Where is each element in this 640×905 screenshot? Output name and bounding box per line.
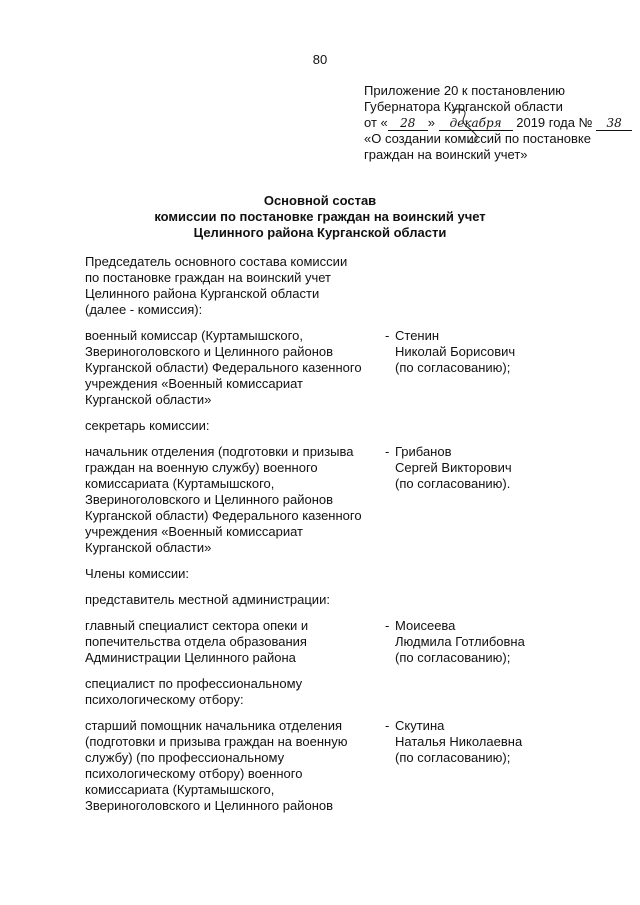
person-surname: Скутина xyxy=(395,718,445,733)
secretary-heading: секретарь комиссии: xyxy=(85,418,210,433)
position-line: старший помощник начальника отделения xyxy=(85,718,343,733)
chair-heading-line: (далее - комиссия): xyxy=(85,302,203,317)
document-title xyxy=(0,193,640,241)
position-line: начальник отделения (подготовки и призыва xyxy=(85,444,354,459)
position-line: комиссариата (Куртамышского, xyxy=(85,476,275,491)
position-line: службу) (по профессиональному xyxy=(85,750,285,765)
page-number: 80 xyxy=(312,52,328,67)
psych-heading-line: специалист по профессиональному xyxy=(85,676,303,691)
handwritten-month: декабря xyxy=(439,117,513,131)
chair-heading-line: Целинного района Курганской области xyxy=(85,286,320,301)
annex-line-4: «О создании комиссий по постановке xyxy=(364,131,591,146)
title-line-3: Целинного района Курганской области xyxy=(193,225,447,240)
signature-mark xyxy=(440,105,500,147)
person-name: Сергей Викторович xyxy=(395,460,512,475)
position-line: психологическому отбору) военного xyxy=(85,766,303,781)
chair-heading-line: Председатель основного состава комиссии xyxy=(85,254,348,269)
psych-heading xyxy=(85,676,625,708)
position-line: комиссариата (Куртамышского, xyxy=(85,782,275,797)
annex-line-5: граждан на воинский учет» xyxy=(364,147,528,162)
chair-heading xyxy=(85,254,625,318)
handwritten-day: 28 xyxy=(388,117,428,131)
person-name: Наталья Николаевна xyxy=(395,734,523,749)
position-line: главный специалист сектора опеки и xyxy=(85,618,309,633)
person-note: (по согласованию); xyxy=(395,360,511,375)
member-position xyxy=(85,718,385,814)
position-line: Звериноголовского и Целинного районов xyxy=(85,344,334,359)
psych-heading-line: психологическому отбору: xyxy=(85,692,244,707)
annex-year-number-label: 2019 года № xyxy=(516,115,593,130)
secretary-entry xyxy=(85,444,625,556)
local-admin-heading: представитель местной администрации: xyxy=(85,592,330,607)
position-line: (подготовки и призыва граждан на военную xyxy=(85,734,348,749)
member-person: - Моисеева Людмила Готлибовна (по согласованию); xyxy=(385,618,525,665)
secretary-person: - Грибанов Сергей Викторович (по согласованию). xyxy=(385,444,512,491)
position-line: граждан на военную службу) военного xyxy=(85,460,318,475)
person-surname: Грибанов xyxy=(395,444,452,459)
position-line: Курганской области» xyxy=(85,392,212,407)
member-position xyxy=(85,618,385,666)
member-entry-1 xyxy=(85,618,625,666)
annex-date-quote: » xyxy=(427,115,435,130)
person-surname: Моисеева xyxy=(395,618,456,633)
position-line: Звериноголовского и Целинного районов xyxy=(85,492,334,507)
chair-entry xyxy=(85,328,625,408)
handwritten-number: 38 xyxy=(596,117,632,131)
person-surname: Стенин xyxy=(395,328,440,343)
member-entry-2 xyxy=(85,718,625,814)
position-line: Курганской области) Федерального казенного xyxy=(85,508,362,523)
person-note: (по согласованию); xyxy=(395,750,511,765)
position-line: военный комиссар (Куртамышского, xyxy=(85,328,303,343)
position-line: попечительства отдела образования xyxy=(85,634,307,649)
annex-date-prefix: от « xyxy=(364,115,388,130)
secretary-position xyxy=(85,444,385,556)
members-heading: Члены комиссии: xyxy=(85,566,190,581)
title-line-1: Основной состав xyxy=(263,193,377,208)
position-line: учреждения «Военный комиссариат xyxy=(85,376,304,391)
position-line: Звериноголовского и Целинного районов xyxy=(85,798,334,813)
annex-line-1: Приложение 20 к постановлению xyxy=(364,83,566,98)
composition-list xyxy=(85,254,625,814)
annex-line-2: Губернатора Курганской области xyxy=(364,99,563,114)
position-line: Курганской области» xyxy=(85,540,212,555)
person-name: Николай Борисович xyxy=(395,344,516,359)
position-line: учреждения «Военный комиссариат xyxy=(85,524,304,539)
person-note: (по согласованию); xyxy=(395,650,511,665)
person-note: (по согласованию). xyxy=(395,476,511,491)
position-line: Курганской области) Федерального казенного xyxy=(85,360,362,375)
title-line-2: комиссии по постановке граждан на воинский учет xyxy=(154,209,486,224)
chair-person: - Стенин Николай Борисович (по согласованию); xyxy=(385,328,516,375)
chair-position xyxy=(85,328,385,408)
chair-heading-line: по постановке граждан на воинский учет xyxy=(85,270,331,285)
position-line: Администрации Целинного района xyxy=(85,650,296,665)
member-person: - Скутина Наталья Николаевна (по согласованию); xyxy=(385,718,523,765)
person-name: Людмила Готлибовна xyxy=(395,634,525,649)
